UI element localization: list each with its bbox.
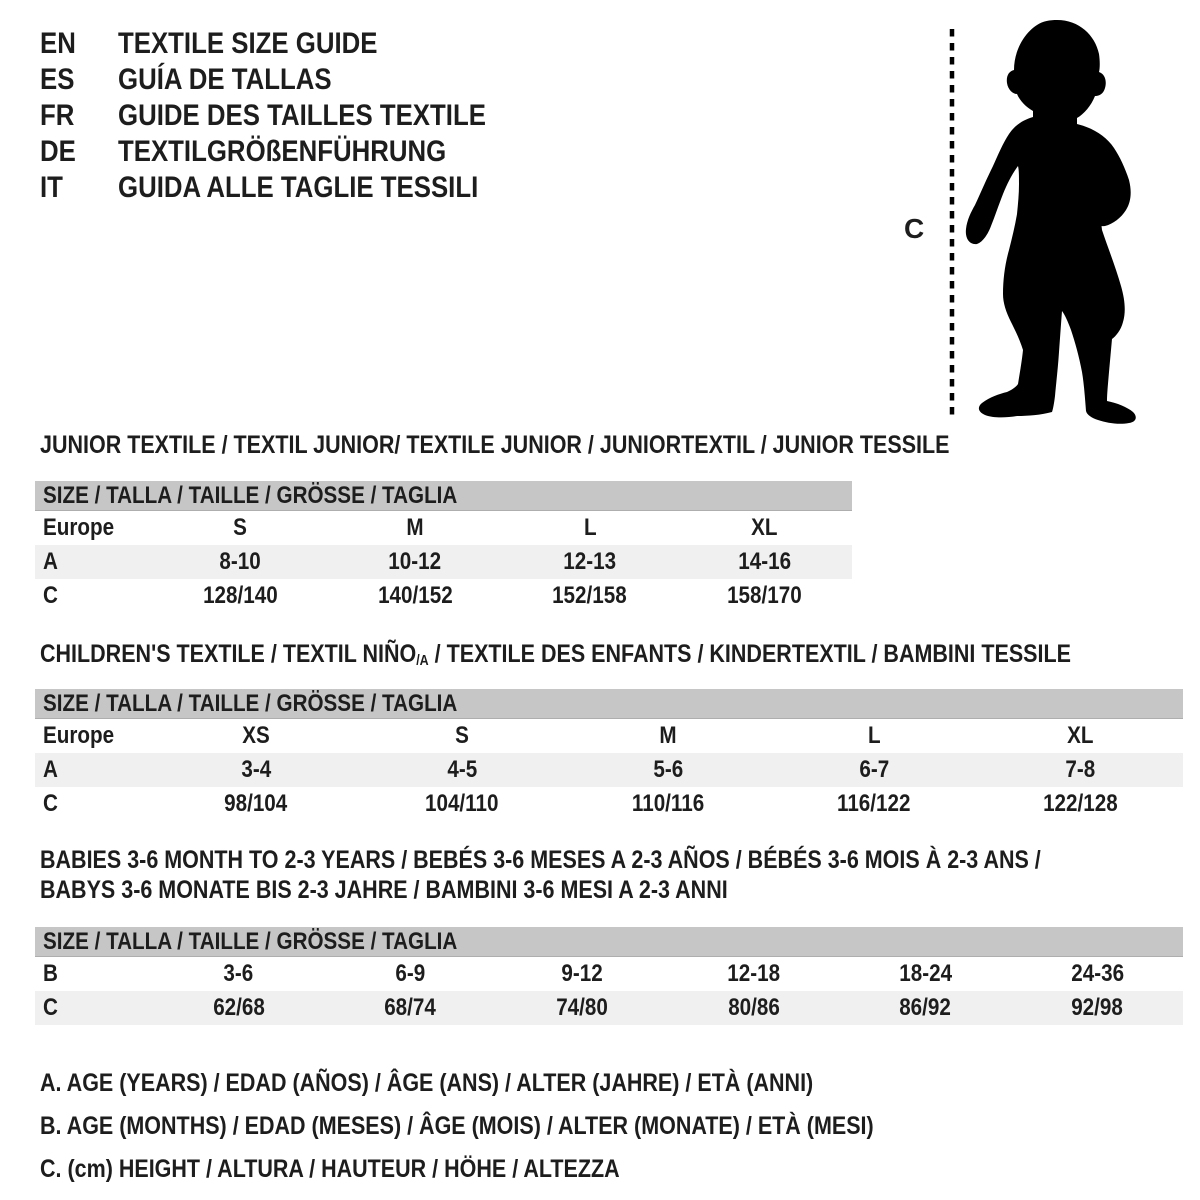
table-cell	[328, 514, 503, 542]
table-cell	[977, 722, 1183, 750]
table-cell	[677, 548, 852, 576]
row-label	[35, 994, 153, 1022]
table-cell	[668, 994, 840, 1022]
cell-text: 80/86	[728, 994, 780, 1021]
row-label	[35, 960, 153, 988]
cell-text: 6-9	[395, 960, 426, 987]
table-cell	[840, 994, 1012, 1022]
legend-text: C. (cm) HEIGHT / ALTURA / HAUTEUR / HÖHE / ALTEZZA	[40, 1155, 620, 1183]
table-cell	[503, 548, 678, 576]
row-label	[35, 722, 153, 750]
table-row-europe	[35, 511, 852, 545]
cell-text: 110/116	[631, 790, 705, 817]
cell-text: 74/80	[556, 994, 608, 1021]
cell-text: 128/140	[203, 582, 278, 609]
row-label	[35, 548, 153, 576]
table-row-age-years	[35, 545, 852, 579]
guide-title-it: GUIDA ALLE TAGLIE TESSILI	[118, 171, 479, 204]
children-size-table	[35, 689, 1183, 821]
guide-title-en: TEXTILE SIZE GUIDE	[118, 27, 378, 60]
cell-text: 122/128	[1042, 790, 1118, 817]
legend	[40, 1062, 1009, 1191]
language-row-es	[40, 62, 546, 98]
table-cell	[496, 994, 668, 1022]
table-cell	[677, 582, 852, 610]
cell-text: 4-5	[447, 756, 477, 783]
table-cell	[977, 790, 1183, 818]
cell-text: 104/110	[425, 790, 499, 817]
table-cell	[503, 514, 678, 542]
table-cell	[1011, 960, 1183, 988]
language-code: EN	[40, 27, 76, 60]
cell-text: XL	[751, 514, 778, 541]
table-cell	[565, 756, 771, 784]
table-cell	[565, 722, 771, 750]
size-header-bar	[35, 927, 1183, 957]
table-row-height-cm	[35, 579, 852, 613]
table-cell	[153, 722, 359, 750]
row-label-text: B	[43, 960, 58, 987]
junior-section-title	[40, 430, 1098, 460]
size-header-text: SIZE / TALLA / TAILLE / GRÖSSE / TAGLIA	[43, 481, 458, 509]
legend-text: A. AGE (YEARS) / EDAD (AÑOS) / ÂGE (ANS) / ALTER (JAHRE) / ETÀ (ANNI)	[40, 1069, 814, 1097]
baby-silhouette-icon	[966, 20, 1136, 424]
cell-text: 14-16	[738, 548, 792, 575]
row-label-text: A	[43, 548, 58, 575]
legend-text: B. AGE (MONTHS) / EDAD (MESES) / ÂGE (MOIS) / ALTER (MONATE) / ETÀ (MESI)	[40, 1112, 874, 1140]
children-title-suffix-a: /A	[416, 652, 429, 669]
size-header-bar	[35, 689, 1183, 719]
cell-text: 7-8	[1065, 756, 1095, 783]
table-cell	[668, 960, 840, 988]
row-label-text: Europe	[43, 722, 115, 749]
table-cell	[771, 756, 977, 784]
language-title-list	[40, 26, 546, 206]
cell-text: L	[867, 722, 881, 749]
junior-title-text: JUNIOR TEXTILE / TEXTIL JUNIOR/ TEXTILE JUNIOR / JUNIORTEXTIL / JUNIOR TESSILE	[40, 431, 950, 459]
table-row-age-years	[35, 753, 1183, 787]
guide-title-es: GUÍA DE TALLAS	[118, 63, 332, 96]
table-cell	[328, 582, 503, 610]
cell-text: 18-24	[899, 960, 952, 987]
cell-text: 158/170	[727, 582, 802, 609]
row-label-text: C	[43, 994, 58, 1021]
legend-line-b	[40, 1105, 1009, 1148]
babies-title-line1: BABIES 3-6 MONTH TO 2-3 YEARS / BEBÉS 3-6 MESES A 2-3 AÑOS / BÉBÉS 3-6 MOIS À 2-3 ANS /	[40, 846, 1041, 874]
cell-text: XS	[242, 722, 270, 749]
children-title-text	[40, 639, 1071, 673]
table-cell	[153, 994, 325, 1022]
language-row-fr	[40, 98, 546, 134]
baby-silhouette-figure	[900, 15, 1150, 425]
table-cell	[153, 582, 328, 610]
row-label-text: Europe	[43, 514, 115, 541]
language-code: DE	[40, 135, 76, 168]
table-cell	[153, 756, 359, 784]
cell-text: 10-12	[388, 548, 442, 575]
cell-text: 3-6	[223, 960, 254, 987]
cell-text: 3-4	[241, 756, 271, 783]
table-cell	[840, 960, 1012, 988]
row-label	[35, 756, 153, 784]
table-cell	[153, 960, 325, 988]
table-cell	[677, 514, 852, 542]
cell-text: 62/68	[213, 994, 265, 1021]
cell-text: S	[455, 722, 469, 749]
language-code: IT	[40, 171, 63, 204]
guide-title-de: TEXTILGRÖßENFÜHRUNG	[118, 135, 447, 168]
table-row-europe	[35, 719, 1183, 753]
language-code: FR	[40, 99, 75, 132]
row-label	[35, 790, 153, 818]
children-title-rest: / TEXTILE DES ENFANTS / KINDERTEXTIL / BAMBINI TESSILE	[428, 640, 1071, 668]
guide-title-fr: GUIDE DES TAILLES TEXTILE	[118, 99, 486, 132]
cell-text: M	[659, 722, 677, 749]
table-cell	[1011, 994, 1183, 1022]
cell-text: 86/92	[899, 994, 952, 1021]
cell-text: 6-7	[859, 756, 889, 783]
language-row-de	[40, 134, 546, 170]
children-title-prefix: CHILDREN'S TEXTILE / TEXTIL NIÑO	[40, 640, 417, 668]
babies-size-table	[35, 927, 1183, 1025]
table-cell	[771, 722, 977, 750]
size-header-bar	[35, 481, 852, 511]
size-header-text: SIZE / TALLA / TAILLE / GRÖSSE / TAGLIA	[43, 927, 458, 955]
table-cell	[565, 790, 771, 818]
cell-text: XL	[1066, 722, 1094, 749]
cell-text: L	[583, 514, 597, 541]
cell-text: 98/104	[224, 790, 288, 817]
language-code: ES	[40, 63, 75, 96]
table-cell	[153, 790, 359, 818]
table-cell	[153, 514, 328, 542]
size-header-text: SIZE / TALLA / TAILLE / GRÖSSE / TAGLIA	[43, 689, 458, 717]
table-row-age-months	[35, 957, 1183, 991]
table-cell	[496, 960, 668, 988]
row-label-text: A	[43, 756, 58, 783]
cell-text: 68/74	[384, 994, 437, 1021]
cell-text: 12-13	[563, 548, 617, 575]
cell-text: 5-6	[653, 756, 683, 783]
table-cell	[153, 548, 328, 576]
cell-text: M	[406, 514, 424, 541]
height-measure-label: C	[904, 213, 925, 244]
babies-title-line2: BABYS 3-6 MONATE BIS 2-3 JAHRE / BAMBINI 3-6 MESI A 2-3 ANNI	[40, 876, 728, 904]
row-label	[35, 582, 153, 610]
table-cell	[325, 960, 497, 988]
cell-text: 12-18	[727, 960, 781, 987]
cell-text: 9-12	[561, 960, 603, 987]
table-cell	[503, 582, 678, 610]
cell-text: 8-10	[219, 548, 262, 575]
table-row-height-cm	[35, 991, 1183, 1025]
table-cell	[771, 790, 977, 818]
table-cell	[977, 756, 1183, 784]
table-cell	[359, 790, 565, 818]
row-label-text: C	[43, 582, 58, 609]
cell-text: 116/122	[837, 790, 911, 817]
table-cell	[325, 994, 497, 1022]
legend-line-a	[40, 1062, 1009, 1105]
cell-text: 152/158	[552, 582, 628, 609]
table-cell	[359, 756, 565, 784]
cell-text: 24-36	[1070, 960, 1124, 987]
legend-line-c	[40, 1148, 1009, 1191]
cell-text: 92/98	[1071, 994, 1124, 1021]
language-row-en	[40, 26, 546, 62]
row-label-text: C	[43, 790, 58, 817]
language-row-it	[40, 170, 546, 206]
children-section-title	[40, 639, 1200, 673]
table-row-height-cm	[35, 787, 1183, 821]
table-cell	[359, 722, 565, 750]
babies-section-title	[40, 845, 1200, 905]
junior-size-table	[35, 481, 852, 613]
table-cell	[328, 548, 503, 576]
row-label	[35, 514, 153, 542]
cell-text: 140/152	[377, 582, 453, 609]
cell-text: S	[233, 514, 248, 541]
